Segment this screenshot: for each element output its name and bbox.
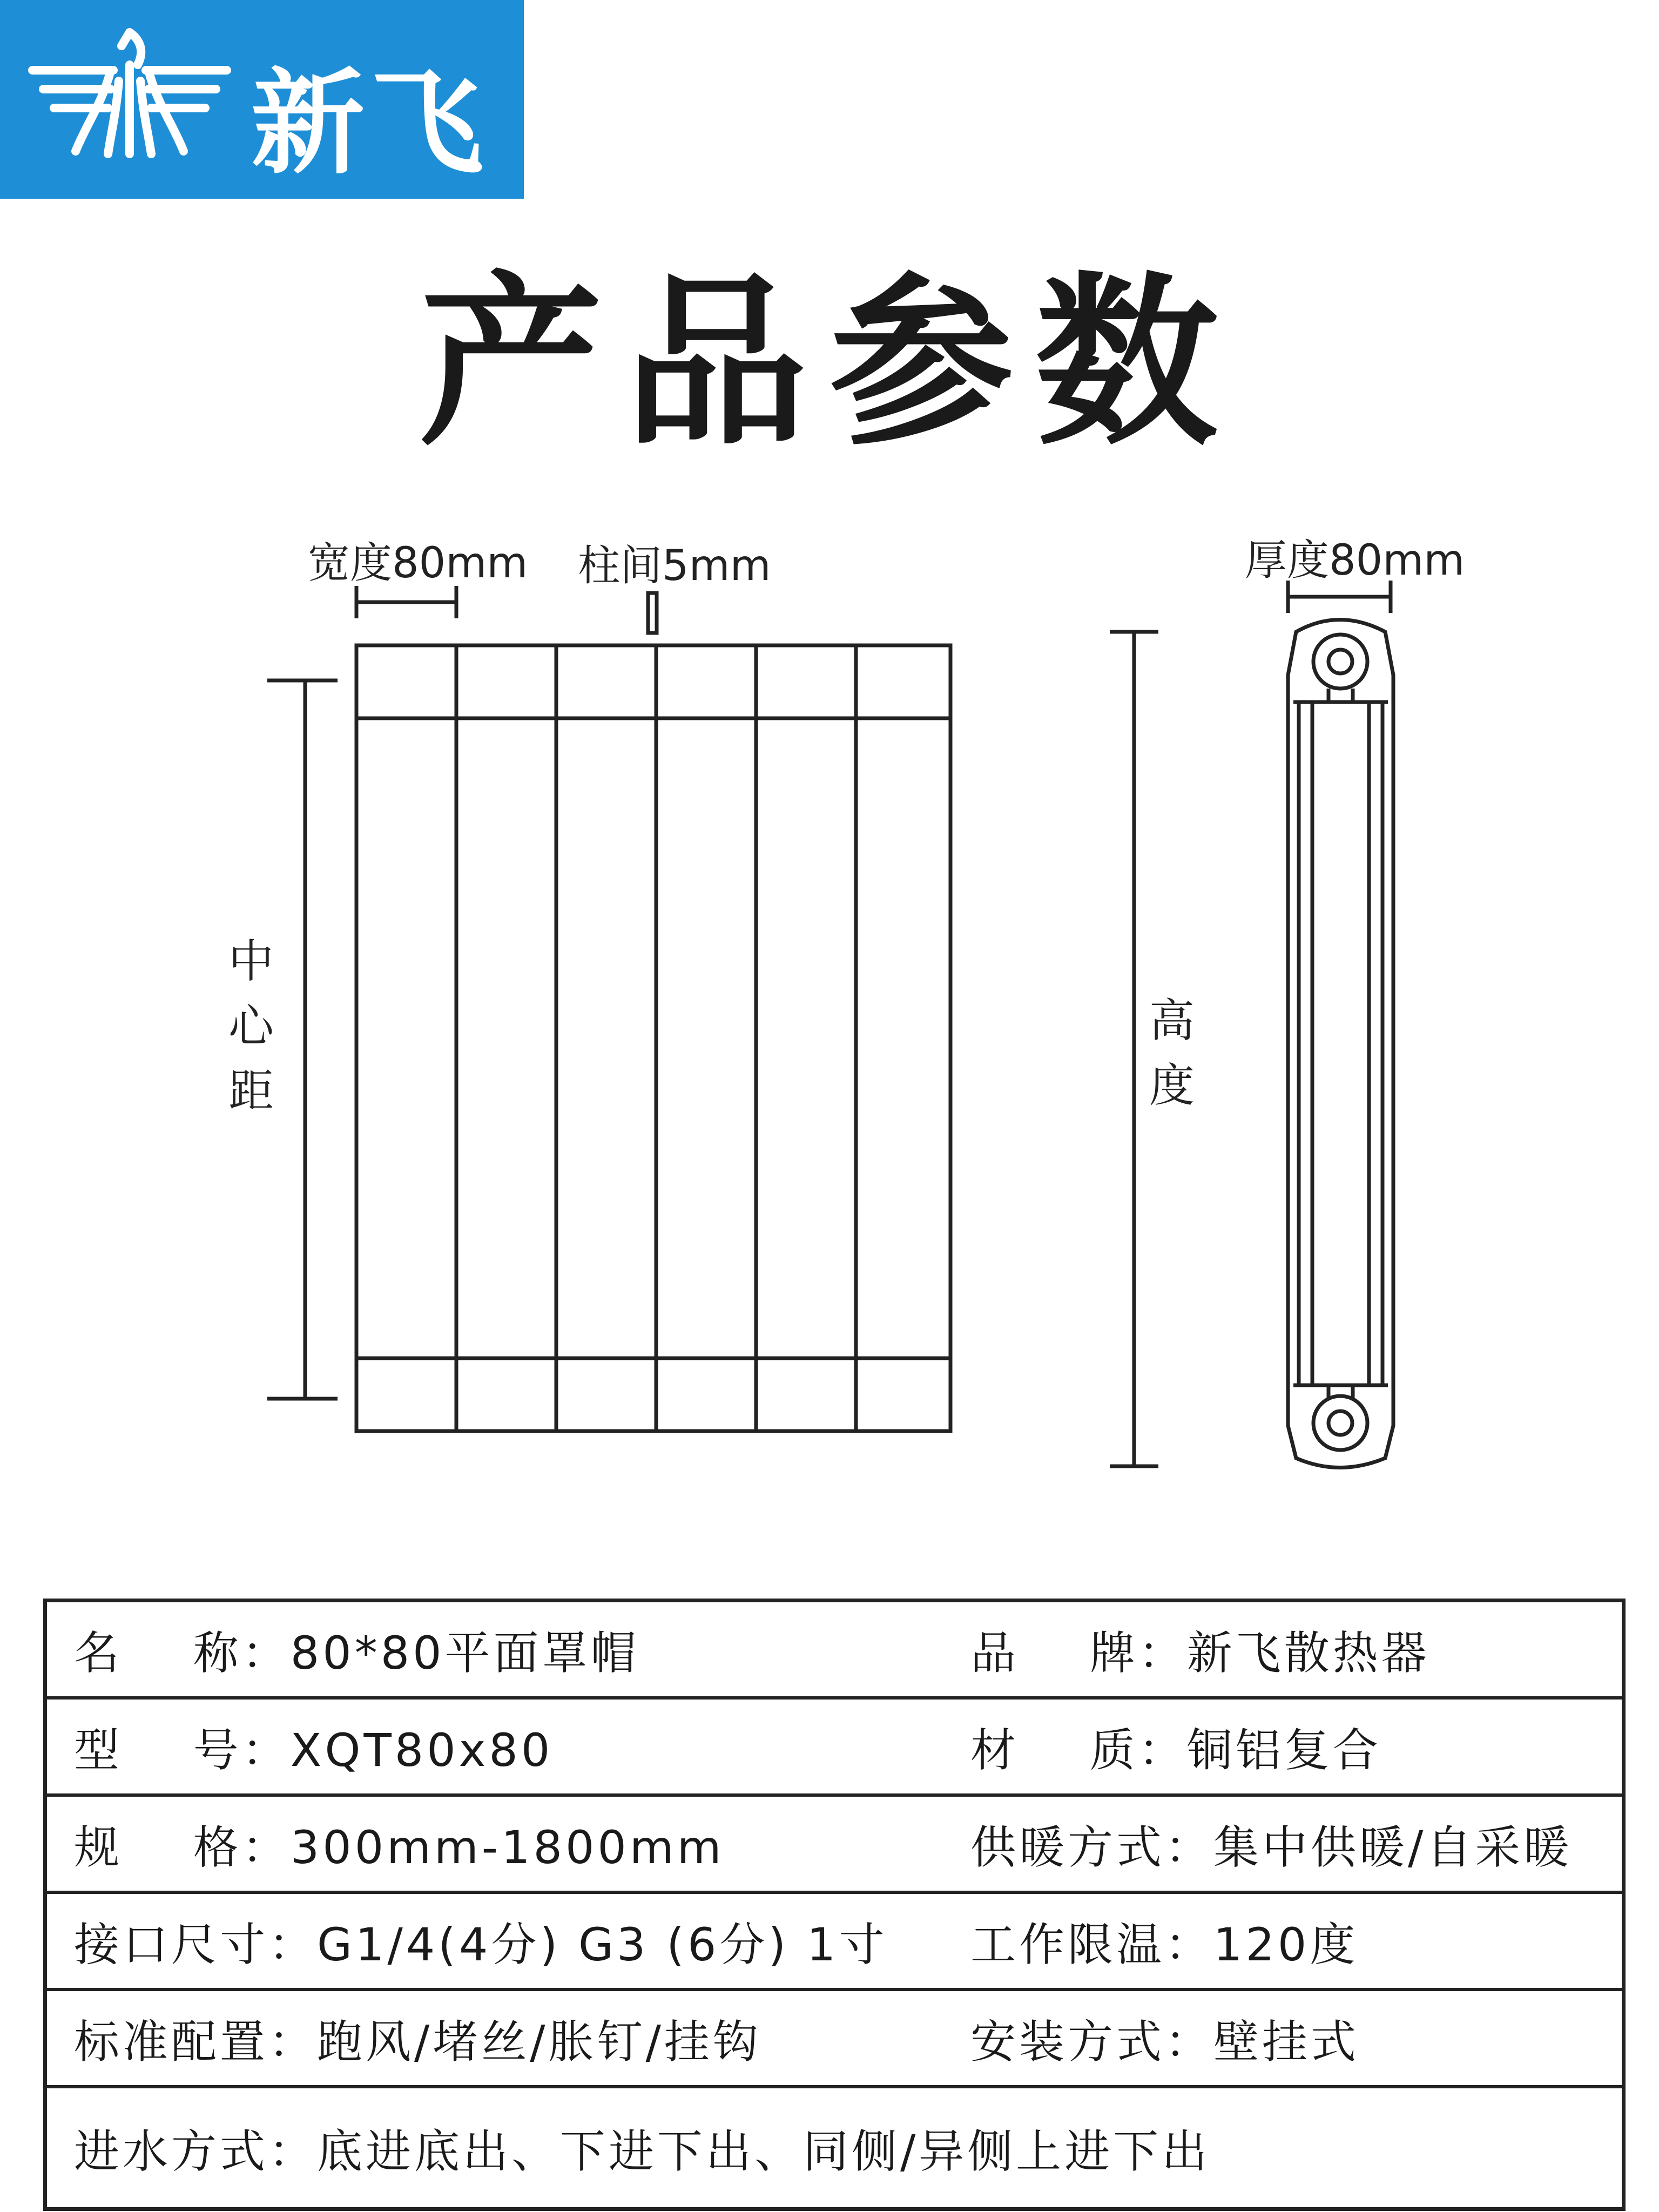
height-label: 高 度 — [1149, 994, 1195, 1112]
spec-installation: 安装方式：壁挂式 — [970, 2015, 1360, 2068]
table-row — [47, 1797, 1622, 1894]
spec-brand: 品 牌：新飞散热器 — [970, 1626, 1430, 1680]
spec-model: 型 号：XQT80x80 — [74, 1723, 554, 1777]
spec-material: 材 质：铜铝复合 — [970, 1723, 1381, 1777]
spec-connector: 接口尺寸：G1/4(4分) G3 (6分) 1寸 — [74, 1918, 888, 1971]
table-row — [47, 1602, 1622, 1700]
table-row — [47, 2088, 1622, 2207]
spec-heating-mode: 供暖方式：集中供暖/自采暖 — [970, 1820, 1573, 1874]
spec-table — [43, 1599, 1626, 2211]
spec-standard-config: 标准配置：跑风/堵丝/胀钉/挂钩 — [74, 2015, 761, 2068]
spec-max-temp: 工作限温：120度 — [970, 1918, 1359, 1971]
page-title: 产品参数 — [419, 255, 1240, 470]
table-row — [47, 1700, 1622, 1797]
thickness-label: 厚度80mm — [1245, 536, 1465, 585]
spec-water-inlet: 进水方式：底进底出、下进下出、同侧/异侧上进下出 — [74, 2125, 1211, 2178]
table-row — [47, 1894, 1622, 1991]
spec-size: 规 格：300mm-1800mm — [74, 1820, 725, 1874]
width-label: 宽度80mm — [308, 539, 528, 588]
table-row — [47, 1991, 1622, 2088]
spec-name: 名 称：80*80平面罩帽 — [74, 1626, 639, 1680]
gap-label: 柱间5mm — [578, 542, 771, 590]
center-distance-label: 中 心 距 — [228, 935, 274, 1117]
brand-name: 新飞 — [251, 57, 489, 190]
